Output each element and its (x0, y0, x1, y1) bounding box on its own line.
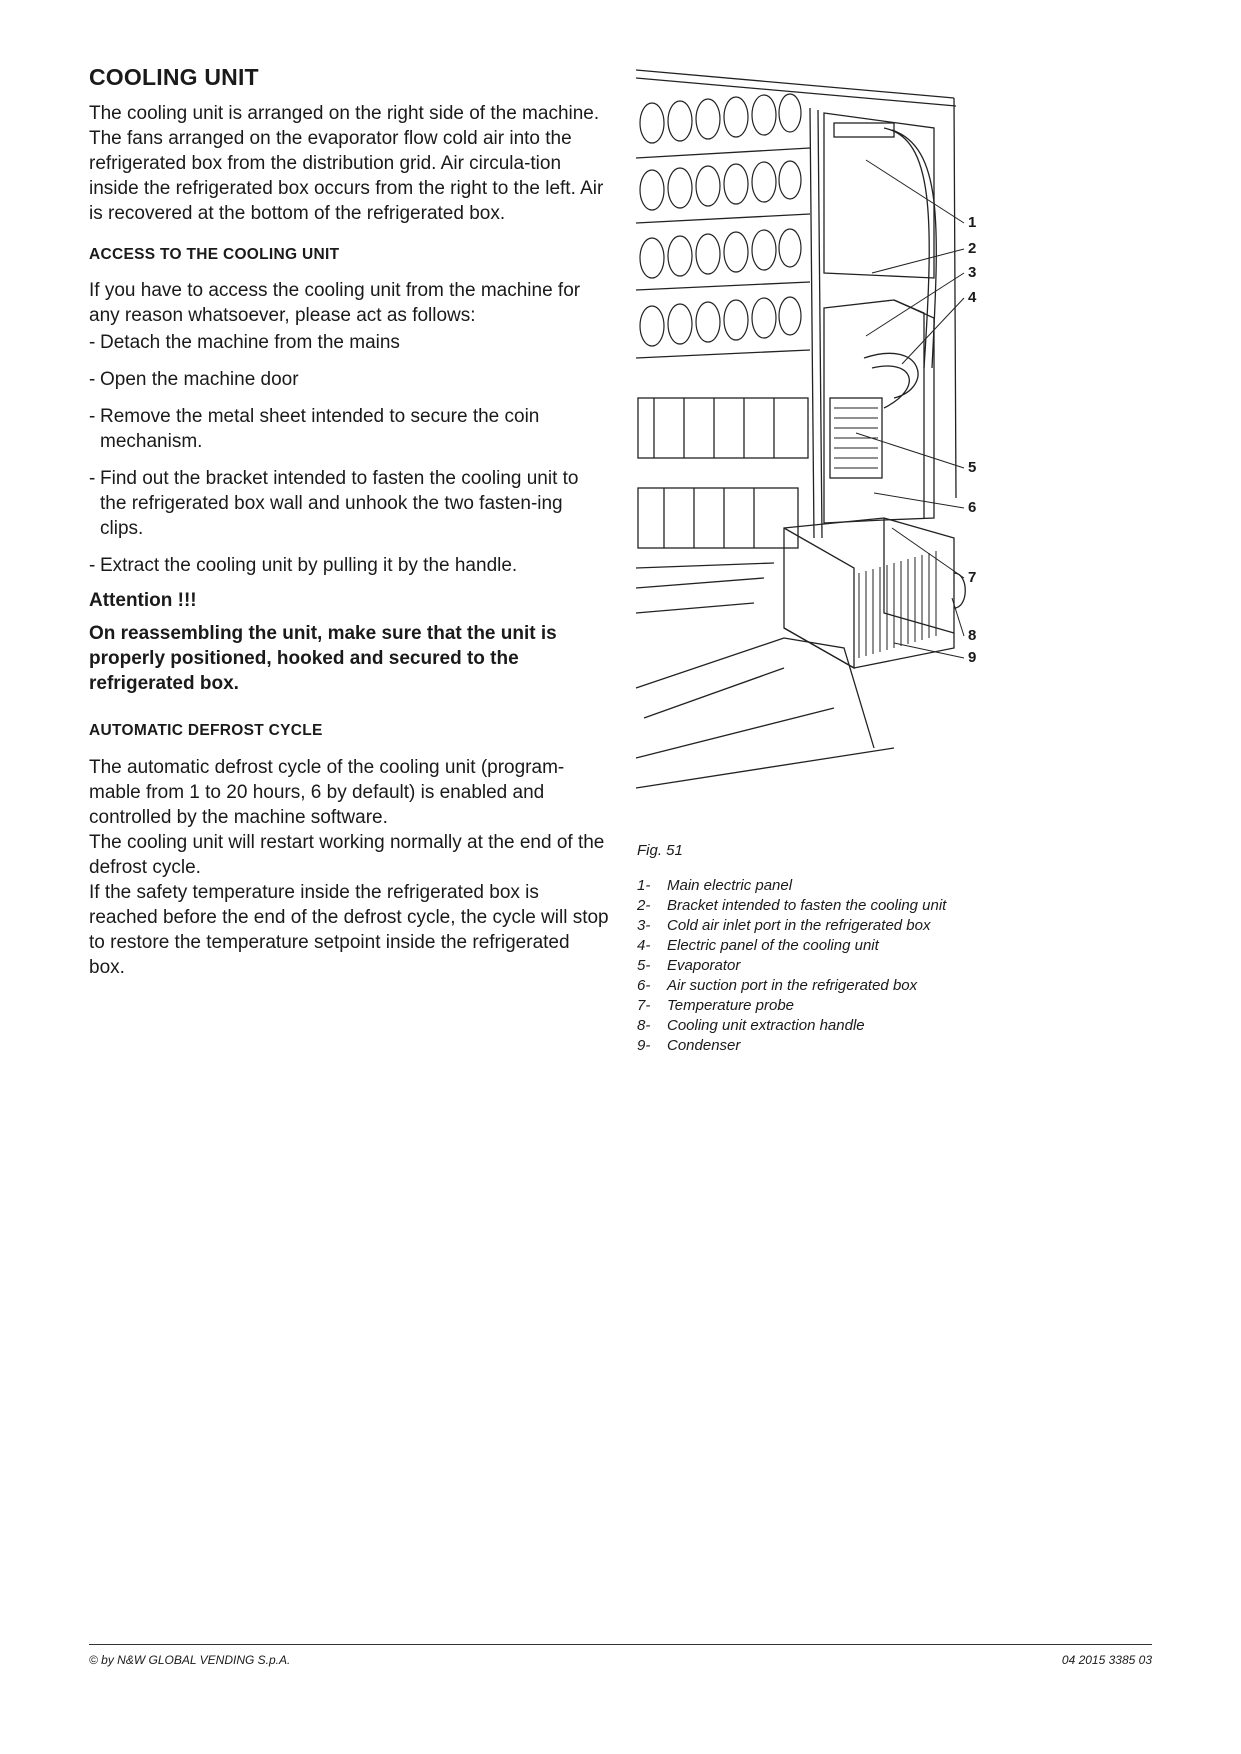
access-steps-list (89, 330, 609, 578)
callout-number: 2 (968, 240, 977, 257)
callout-number: 8 (968, 627, 977, 644)
figure-legend (637, 876, 946, 1056)
footer-copyright: © by N&W GLOBAL VENDING S.p.A. (89, 1653, 291, 1667)
access-step: - Find out the bracket intended to fasten the cooling unit to the refrigerated box wall and unhook the two fasten-ing clips. (89, 466, 609, 541)
access-step: - Detach the machine from the mains (89, 330, 609, 355)
attention-title: Attention !!! (89, 590, 197, 611)
access-step: - Extract the cooling unit by pulling it by the handle. (89, 553, 609, 578)
access-heading: ACCESS TO THE COOLING UNIT (89, 246, 340, 263)
defrost-paragraph-2: The cooling unit will restart working normally at the end of the defrost cycle. (89, 832, 605, 878)
legend-text: Evaporator (667, 957, 741, 974)
legend-number: 1- (637, 877, 651, 894)
callout-number: 5 (968, 459, 977, 476)
footer-divider (89, 1644, 1152, 1645)
defrost-paragraph-1: The automatic defrost cycle of the cooling unit (program-mable from 1 to 20 hours, 6 by default) is enabled and controlled by the machine software. (89, 757, 565, 828)
legend-text: Cooling unit extraction handle (667, 1017, 865, 1034)
page-title: COOLING UNIT (89, 64, 259, 90)
legend-number: 6- (637, 977, 651, 994)
callout-number: 7 (968, 569, 977, 586)
access-step: - Remove the metal sheet intended to secure the coin mechanism. (89, 404, 609, 454)
legend-number: 8- (637, 1017, 651, 1034)
legend-item (637, 896, 946, 916)
legend-item (637, 1016, 946, 1036)
footer-document-code: 04 2015 3385 03 (1061, 1653, 1152, 1667)
legend-number: 5- (637, 957, 651, 974)
cooling-unit-illustration (634, 68, 1074, 828)
intro-paragraph-1: The cooling unit is arranged on the right side of the machine. (89, 103, 600, 124)
callout-number: 3 (968, 264, 977, 281)
access-lead: If you have to access the cooling unit from the machine for any reason whatsoever, please act as follows: (89, 280, 581, 326)
defrost-paragraph-3: If the safety temperature inside the refrigerated box is reached before the end of the defrost cycle, the cycle will stop to restore the temperature setpoint inside the refrigerated box. (89, 882, 609, 978)
legend-text: Cold air inlet port in the refrigerated box (667, 917, 931, 934)
legend-text: Bracket intended to fasten the cooling unit (667, 897, 947, 914)
callout-number: 4 (968, 289, 977, 306)
legend-number: 3- (637, 917, 651, 934)
legend-item (637, 1036, 946, 1056)
main-text-column (89, 64, 609, 980)
defrost-heading: AUTOMATIC DEFROST CYCLE (89, 722, 323, 739)
legend-item (637, 876, 946, 896)
callout-number: 6 (968, 499, 977, 516)
legend-text: Air suction port in the refrigerated box (667, 977, 918, 994)
illustration-drawing (634, 68, 1074, 828)
legend-text: Main electric panel (667, 877, 793, 894)
legend-text: Temperature probe (667, 997, 795, 1014)
legend-text: Electric panel of the cooling unit (667, 937, 879, 954)
access-step: - Open the machine door (89, 367, 609, 392)
callout-number: 9 (968, 649, 977, 666)
legend-number: 2- (637, 897, 651, 914)
intro-paragraph-2: The fans arranged on the evaporator flow cold air into the refrigerated box from the distribution grid. Air circula-tion inside the refrigerated box occurs from the right to the left. Air is recovered at the bottom of the refrigerated box. (89, 128, 604, 224)
attention-text: On reassembling the unit, make sure that the unit is properly positioned, hooked and secured to the refrigerated box. (89, 623, 557, 694)
legend-item (637, 916, 946, 936)
legend-number: 7- (637, 997, 651, 1014)
figure-caption: Fig. 51 (637, 842, 683, 859)
legend-item (637, 996, 946, 1016)
legend-item (637, 956, 946, 976)
legend-item (637, 976, 946, 996)
callout-number: 1 (968, 214, 977, 231)
legend-item (637, 936, 946, 956)
legend-number: 4- (637, 937, 651, 954)
legend-number: 9- (637, 1037, 651, 1054)
legend-text: Condenser (667, 1037, 741, 1054)
